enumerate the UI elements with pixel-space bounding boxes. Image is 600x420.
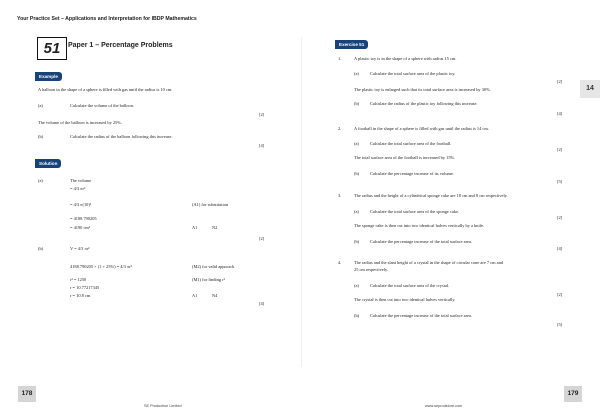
q4-text-line1: The radius and the slant height of a crystal in the shape of circular cone are 7 cm and bbox=[354, 260, 503, 265]
q4-mid: The crystal is then cut into two identical halves vertically. bbox=[354, 297, 456, 302]
q4-b-label: (b) bbox=[354, 313, 360, 318]
q2-b-marks: [5] bbox=[557, 179, 563, 184]
q3-a-marks: [2] bbox=[557, 215, 563, 220]
q2-a-label: (a) bbox=[354, 141, 359, 146]
q3-a-text: Calculate the total surface area of the sponge cake. bbox=[370, 209, 460, 214]
q1-b-label: (b) bbox=[354, 101, 360, 106]
solution-b-line4: r = 10.77217345 bbox=[70, 285, 100, 290]
q3-mid: The sponge cake is then cut into two identical halves vertically by a knife. bbox=[354, 223, 485, 228]
solution-b-line5-note1: A1 bbox=[192, 293, 198, 298]
solution-a-marks: [2] bbox=[259, 236, 265, 241]
q4-a-text: Calculate the total surface area of the crystal. bbox=[370, 283, 450, 288]
solution-a-line1: The volume bbox=[70, 178, 92, 183]
store-url: www.seprodstore.com bbox=[425, 404, 463, 408]
solution-a-line5-note1: A1 bbox=[192, 225, 198, 230]
q1-a-text: Calculate the total surface area of the plastic toy. bbox=[370, 71, 456, 76]
solution-a-line3: = 4/3 π(10)³ bbox=[70, 202, 92, 207]
solution-b-line5: r = 10.8 cm bbox=[70, 293, 91, 298]
q2-b-text: Calculate the percentage increase of its volume. bbox=[370, 171, 454, 176]
solution-b-line5-note2: N4 bbox=[212, 293, 218, 298]
solution-a-line2: = 4/3 πr³ bbox=[70, 186, 86, 191]
q3-text: The radius and the height of a cylindrical sponge cake are 18 cm and 8 cm respectively. bbox=[354, 193, 508, 198]
solution-b-line1: V = 4/3 πr³ bbox=[70, 246, 90, 251]
book-title: Your Practice Set – Applications and Interpretation for IBDP Mathematics bbox=[17, 16, 197, 22]
q2-b-label: (b) bbox=[354, 171, 360, 176]
q1-b-marks: [4] bbox=[557, 111, 563, 116]
right-page-number: 179 bbox=[564, 386, 582, 402]
q1-a-label: (a) bbox=[354, 71, 359, 76]
solution-a-line5: = 4190 cm³ bbox=[70, 225, 91, 230]
page-divider bbox=[301, 37, 302, 367]
solution-a-line5-note2: N2 bbox=[212, 225, 218, 230]
chapter-side-tab: 14 bbox=[580, 80, 600, 98]
q4-b-text: Calculate the percentage increase of the total surface area. bbox=[370, 313, 473, 318]
solution-a-line3-note: (A1) for substitution bbox=[192, 202, 229, 207]
solution-b-line3-note: (M1) for finding r³ bbox=[192, 277, 225, 282]
q1-a-marks: [2] bbox=[557, 79, 563, 84]
example-b-label: (b) bbox=[38, 134, 44, 139]
example-a-text: Calculate the volume of the balloon. bbox=[70, 103, 134, 108]
q3-a-label: (a) bbox=[354, 209, 359, 214]
q3-b-text: Calculate the percentage increase of the total surface area. bbox=[370, 239, 473, 244]
q4-a-marks: [2] bbox=[557, 292, 563, 297]
chapter-title: Paper 1 – Percentage Problems bbox=[68, 42, 173, 49]
exercise-label: Exercise 51 bbox=[335, 40, 368, 49]
solution-b-marks: [4] bbox=[259, 301, 265, 306]
q4-text-line2: 25 cm respectively. bbox=[354, 267, 388, 272]
q4-a-label: (a) bbox=[354, 283, 359, 288]
q3-b-label: (b) bbox=[354, 239, 360, 244]
q2-mid: The total surface area of the football is increased by 15%. bbox=[354, 155, 456, 160]
example-a-marks: [2] bbox=[259, 112, 265, 117]
q1-number: 1. bbox=[338, 56, 342, 61]
solution-label: Solution bbox=[35, 159, 61, 168]
example-b-text: Calculate the radius of the balloon following this increase. bbox=[70, 134, 173, 139]
q4-b-marks: [5] bbox=[557, 322, 563, 327]
q3-number: 3. bbox=[338, 193, 342, 198]
q1-b-text: Calculate the radius of the plastic toy following this increase. bbox=[370, 101, 478, 106]
q1-text: A plastic toy is in the shape of a sphere with radius 15 cm. bbox=[354, 56, 457, 61]
q2-a-marks: [2] bbox=[557, 147, 563, 152]
publisher-name: SE Production Limited bbox=[144, 404, 182, 408]
solution-b-label: (b) bbox=[38, 246, 44, 251]
solution-a-label: (a) bbox=[38, 178, 43, 183]
q4-number: 4. bbox=[338, 260, 342, 265]
q2-a-text: Calculate the total surface area of the football. bbox=[370, 141, 452, 146]
solution-b-line2: 4188.790205 × (1 + 25%) = 4/3 πr³ bbox=[70, 264, 132, 269]
q2-number: 2. bbox=[338, 126, 342, 131]
example-b-marks: [4] bbox=[259, 143, 265, 148]
example-label: Example bbox=[35, 72, 62, 81]
chapter-number: 51 bbox=[37, 37, 67, 60]
solution-b-line3: r³ = 1250 bbox=[70, 277, 87, 282]
solution-b-line2-note: (M2) for valid approach bbox=[192, 264, 235, 269]
example-intro: A balloon in the shape of a sphere is filled with gas until the radius is 10 cm. bbox=[38, 87, 173, 92]
q2-text: A football in the shape of a sphere is filled with gas until the radius is 14 cm. bbox=[354, 126, 489, 131]
q1-mid: The plastic toy is enlarged such that its total surface area is increased by 30%. bbox=[354, 87, 491, 92]
solution-a-line4: = 4188.790205 bbox=[70, 216, 97, 221]
left-page-number: 178 bbox=[18, 386, 36, 402]
q3-b-marks: [4] bbox=[557, 246, 563, 251]
example-mid: The volume of the balloon is increased by 25%. bbox=[38, 120, 123, 125]
example-a-label: (a) bbox=[38, 103, 43, 108]
